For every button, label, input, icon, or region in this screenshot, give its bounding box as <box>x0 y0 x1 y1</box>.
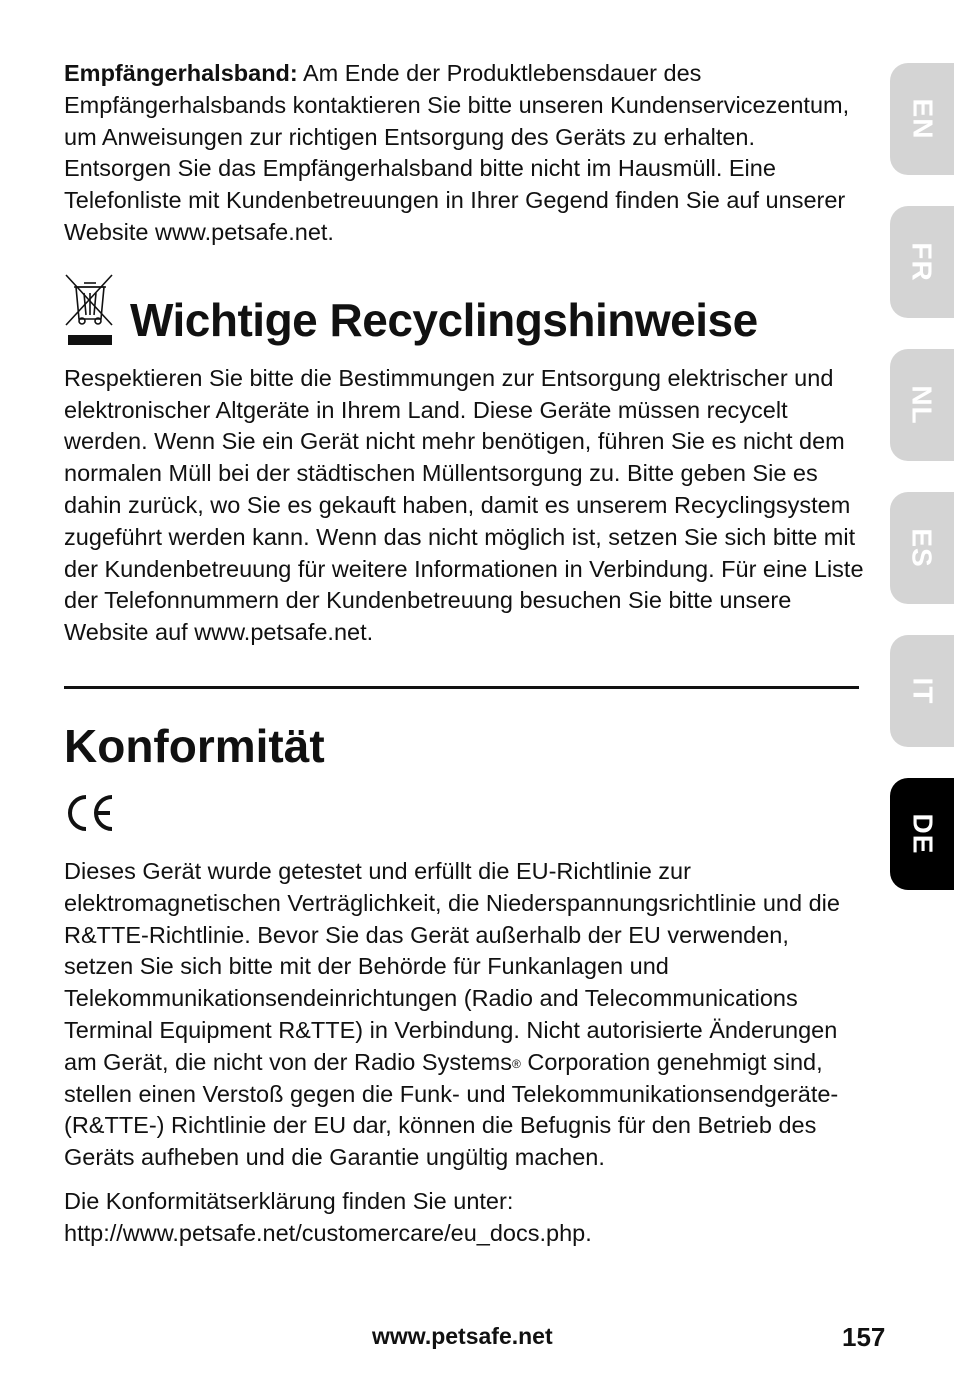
tab-es[interactable] <box>890 492 954 604</box>
recycling-heading-row <box>64 273 864 349</box>
collar-disposal-text: Am Ende der Produktlebensdauer des Empfängerhalsbands kontaktieren Sie bitte unseren Kundenservicezentum, um Anweisungen zur richtigen Entsorgung des Geräts zu erhalten. Entsorgen Sie das Empfängerhalsband bitte nicht im Hausmüll. Eine Telefonliste mit Kundenbetreuungen in Ihrer Gegend finden Sie auf unserer Website www.petsafe.net. <box>64 60 850 245</box>
declaration-link[interactable]: http://www.petsafe.net/customercare/eu_docs.php. <box>64 1219 592 1246</box>
tab-it[interactable] <box>890 635 954 747</box>
registered-mark: ® <box>512 1056 521 1071</box>
ce-mark-icon <box>64 793 116 833</box>
tab-de-label: DE <box>907 813 938 855</box>
collar-disposal-paragraph <box>64 58 864 249</box>
tab-it-label: IT <box>906 677 938 705</box>
recycling-paragraph: Respektieren Sie bitte die Bestimmungen zur Entsorgung elektrischer und elektronischer Altgeräte in Ihrem Land. Diese Geräte müssen recycelt werden. Wenn Sie ein Gerät nicht mehr benötigen, führen Sie es nicht dem normalen Müll bei der städtischen Müllentsorgung zu. Bitte geben Sie es dahin zurück, wo Sie es gekauft haben, damit es unserem Recyclingsystem zugeführt werden kann. Wenn das nicht möglich ist, setzen Sie sich bitte mit der Kundenbetreuung für weitere Informationen in Verbindung. Für eine Liste der Telefonnummern der Kundenbetreuung besuchen Sie bitte unsere Website auf www.petsafe.net. <box>64 364 864 646</box>
footer-url[interactable]: www.petsafe.net <box>372 1323 553 1349</box>
tab-nl[interactable] <box>890 349 954 461</box>
page-content <box>64 58 864 1250</box>
conformity-text-part1: Dieses Gerät wurde getestet und erfüllt die EU-Richtlinie zur elektromagnetischen Verträglichkeit, die Niederspannungsrichtlinie und die R&TTE-Richtlinie. Bevor Sie das Gerät außerhalb der EU verwenden, setzen Sie sich bitte mit der Behörde für Funkanlagen und Telekommunikationsendeinrichtungen (Radio and Telecommunications Terminal Equipment R&TTE) in Verbindung. Nicht autorisierte Änderungen am Gerät, die nicht von der Radio Systems <box>64 857 840 1075</box>
tab-nl-label: NL <box>906 385 938 425</box>
tab-de[interactable] <box>890 778 954 890</box>
tab-fr-label: FR <box>906 242 938 282</box>
declaration-paragraph <box>64 1186 864 1250</box>
tab-fr[interactable] <box>890 206 954 318</box>
section-divider <box>64 686 859 689</box>
tab-es-label: ES <box>906 528 938 568</box>
page-number: 157 <box>842 1322 886 1352</box>
recycling-title: Wichtige Recyclingshinweise <box>130 293 758 346</box>
conformity-title: Konformität <box>64 719 325 772</box>
conformity-text-part2: Corporation genehmigt sind, stellen einen Verstoß gegen die Funk- und Telekommunikationsendgeräte- (R&TTE-) Richtlinie der EU dar, können die Befugnis für den Betrieb des Geräts aufheben und die Garantie ungültig machen. <box>64 1048 839 1171</box>
tab-en[interactable] <box>890 63 954 175</box>
conformity-paragraph <box>64 856 864 1174</box>
declaration-intro: Die Konformitätserklärung finden Sie unter: <box>64 1187 514 1214</box>
collar-disposal-lead: Empfängerhalsband: <box>64 60 298 86</box>
tab-en-label: EN <box>907 98 938 140</box>
crossed-out-wheelie-bin-icon <box>64 273 116 349</box>
